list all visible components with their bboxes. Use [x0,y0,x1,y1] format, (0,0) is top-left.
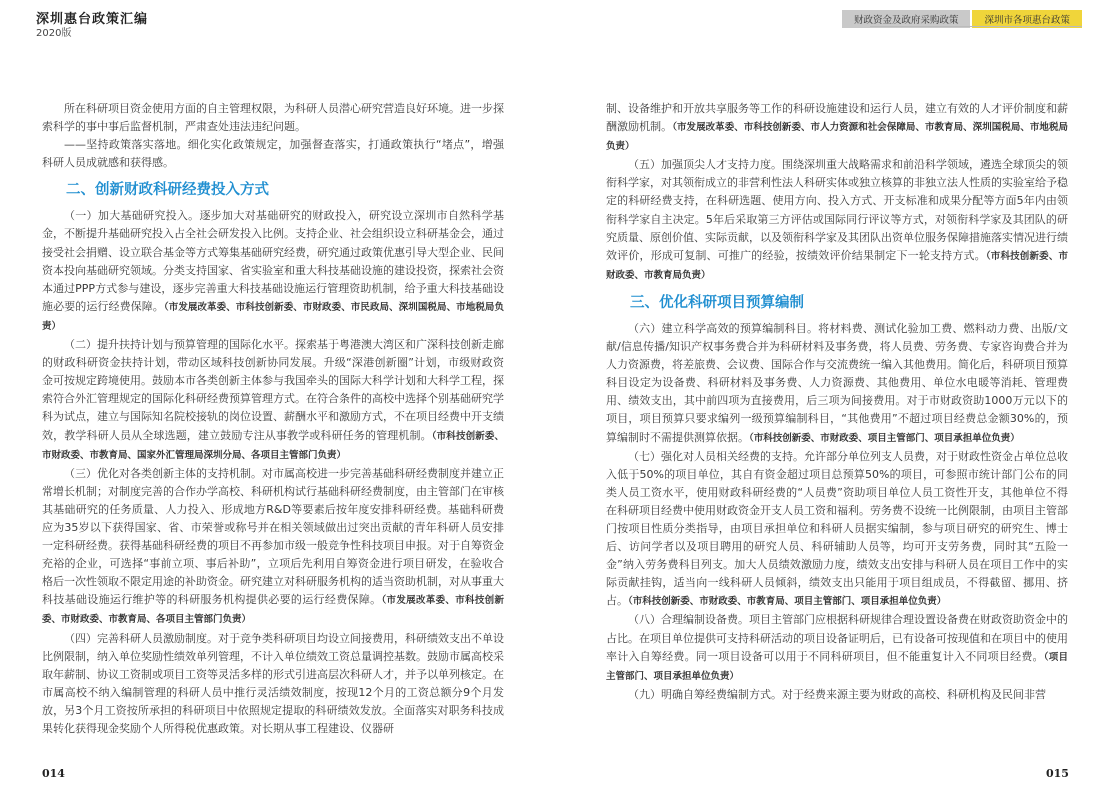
paragraph [606,320,1068,448]
page-number-left: 014 [42,767,65,780]
responsible-departments: （市发展改革委、市科技创新委、市人力资源和社会保障局、市教育局、深圳国税局、市地税局负责） [606,122,1068,153]
paragraph: （九）明确自筹经费编制方式。对于经费来源主要为财政的高校、科研机构及民间非营 [628,687,1046,701]
paragraph-text: （二）提升扶持计划与预算管理的国际化水平。探索基于粤港澳大湾区和广深科技创新走廊的财政科研资金扶持计划，带动区域科技创新协同发展。升级“深港创新圈”计划，市级财政资金可按规定跨境使用。鼓励本市各类创新主体参与我国牵头的国际大科学计划和大科学工程，探索符合外汇管理规定的国际化科研经费预算管理方式。在符合条件的高校中选择个别基础研究学科为试点，建立与国际知名院校接轨的岗位设置、薪酬水平和激励方式，不在项目经费中开支绩效，教学科研人员从全球选题，建立鼓励专注从事教学或科研任务的管理机制。 [42,338,504,442]
paragraph: 所在科研项目资金使用方面的自主管理权限，为科研人员潜心研究营造良好环境。进一步探索科学的事中事后监督机制，严肃查处违法违纪问题。 [42,102,504,134]
paragraph-text: （一）加大基础研究投入。逐步加大对基础研究的财政投入，研究设立深圳市自然科学基金，不断提升基础研究投入占全社会研发投入比例。支持企业、社会组织设立科研基金会，通过接受社会捐赠、设立联合基金等方式筹集基础研究经费，研究通过政策优惠引导大型企业、民间资本投向基础研究领域。分类支持国家、省实验室和重大科技基础设施的建设投资，探索社会资本通过PPP方式参与建设，逐步完善重大科技基础设施运行管理资助机制，给予重大科技基础设施必要的运行经费保障。 [42,209,504,313]
document-title: 深圳惠台政策汇编 [36,12,149,27]
paragraph-text: （七）强化对人员相关经费的支持。允许部分单位列支人员费，对于财政性资金占单位总收入低于50%的项目单位，其自有资金超过项目总预算50%的项目，可参照市统计部门公布的同类人员工资水平，使用财政科研经费的“人员费”资助项目单位人员工资性开支，其他单位不得在科研项目经费中使用财政资金开支人员工资和福利。劳务费不设统一比例限制，由项目主管部门按项目性质分类指导，由项目承担单位和科研人员据实编制，参与项目研究的研究生、博士后、访问学者以及项目聘用的研究人员、科研辅助人员等，均可开支劳务费，同时其“五险一金”纳入劳务费科目列支。加大人员绩效激励力度，绩效支出安排与科研人员在项目工作中的实际贡献挂钩，适当向一线科研人员倾斜，绩效支出只能用于项目组成员，不得截留、挪用、挤占。 [606,449,1068,608]
responsible-departments: （市科技创新委、市财政委、市教育局、项目主管部门、项目承担单位负责） [628,596,947,608]
paragraph-text: （三）优化对各类创新主体的支持机制。对市属高校进一步完善基础科研经费制度并建立正常增长机制；对制度完善的合作办学高校、科研机构试行基础科研经费制度，由主管部门在审核其基础研究的任务质量、人力投入、形成地方R&D等要素后按年度安排科研经费。基础科研费应为35岁以下获得国家、省、市荣誉或称号并在相关领域做出过突出贡献的青年科研人员安排一定科研经费。获得基础科研经费的项目不再参加市级一般竞争性科技项目申报。对于自筹资金充裕的企业，可选择“事前立项、事后补助”，立项后先利用自筹资金进行项目研发，在验收合格后一次性领取不限定用途的补助资金。研究建立对科研服务机构的适当资助机制，对从事重大科技基础设施运行维护等的科研服务机构提供必要的运行经费保障。 [42,466,504,607]
left-page-column [42,100,504,738]
section-heading: 三、优化科研项目预算编制 [630,294,804,311]
paragraph [42,336,504,465]
paragraph [606,100,1068,156]
responsible-departments: （市科技创新委、市财政委、项目主管部门、项目承担单位负责） [749,432,1020,444]
responsible-departments: （市科技创新委、市财政委、市教育局负责） [606,250,1068,281]
edition-year: 2020版 [36,28,72,39]
responsible-departments: （市科技创新委、市财政委、市教育局、国家外汇管理局深圳分局、各项目主管部门负责） [42,430,504,461]
paragraph-text: 制、设备维护和开放共享服务等工作的科研设施建设和运行人员，建立有效的人才评价制度和薪酬激励机制。 [606,102,1068,134]
paragraph [42,207,504,336]
header-divider [870,26,1082,27]
paragraph [606,156,1068,285]
paragraph [42,465,504,630]
responsible-departments: （市发展改革委、市科技创新委、市财政委、市民政局、深圳国税局、市地税局负责） [42,301,504,332]
paragraph-text: （六）建立科学高效的预算编制科目。将材料费、测试化验加工费、燃料动力费、出版/文献/信息传播/知识产权事务费合并为科研材料及事务费，将人员费、劳务费、专家咨询费合并为人力资源费，将差旅费、会议费、国际合作与交流费统一编入其他费用。简化后，科研项目预算科目设定为设备费、科研材料及事务费、人力资源费、其他费用、单位水电暖等消耗、管理费用、绩效支出，其中前四项为直接费用，后三项为间接费用。对于市财政资助1000万元以下的项目，项目预算只要求编列一级预算编制科目，“其他费用”不超过项目经费总金额30%的，预算编制时不需提供测算依据。 [606,321,1068,444]
paragraph-text: （八）合理编制设备费。项目主管部门应根据科研规律合理设置设备费在财政资助资金中的占比。在项目单位提供可支持科研活动的项目设备证明后，已有设备可按现值和在项目中的使用率计入自筹经费。同一项目设备可以用于不同科研项目，但不能重复计入不同项目经费。 [606,613,1068,663]
paragraph: （四）完善科研人员激励制度。对于竞争类科研项目均设立间接费用，科研绩效支出不单设比例限制，纳入单位奖励性绩效单列管理，不计入单位绩效工资总量调控基数。鼓励市属高校采取年薪制、协议工资制或项目工资等灵活多样的形式引进高层次科研人才，并予以单列核定。在市属高校不纳入编制管理的科研人员中推行灵活绩效制度，按现12个月的工资总额分9个月发放，另3个月工资按所承担的科研项目中依照规定提取的科研绩效发放。全面落实对职务科技成果转化获得现金奖励个人所得税优惠政策。对长期从事工程建设、仪器研 [42,631,504,735]
page-number-right: 015 [1046,767,1069,780]
responsible-departments: （市发展改革委、市科技创新委、市财政委、市教育局、各项目主管部门负责） [42,595,504,626]
section-heading: 二、创新财政科研经费投入方式 [66,182,269,199]
paragraph [606,448,1068,612]
paragraph: ——坚持政策落实落地。细化实化政策规定，加强督查落实，打通政策执行“堵点”，增强科研人员成就感和获得感。 [42,138,504,170]
section-tag-shenzhen: 深圳市各项惠台政策 [972,10,1082,28]
right-page-column [606,100,1068,704]
responsible-departments: （项目主管部门、项目承担单位负责） [606,651,1068,682]
section-tag-finance: 财政资金及政府采购政策 [842,10,971,28]
paragraph [606,611,1068,685]
paragraph-text: （五）加强顶尖人才支持力度。围绕深圳重大战略需求和前沿科学领域，遴选全球顶尖的领衔科学家，对其领衔成立的非营利性法人科研实体或独立核算的非独立法人性质的实验室给予稳定的科研经费支持，在科研选题、使用方向、投入方式、开支标准和成果分配等方面5年内由领衔科学家自主决定。5年后采取第三方评估或国际同行评议等方式，对领衔科学家及其团队的研究质量、原创价值、实际贡献，以及领衔科学家及其团队出资单位服务保障措施落实情况进行绩效评价，形成可复制、可推广的经验，按绩效评价结果制定下一轮支持方式。 [606,158,1068,262]
